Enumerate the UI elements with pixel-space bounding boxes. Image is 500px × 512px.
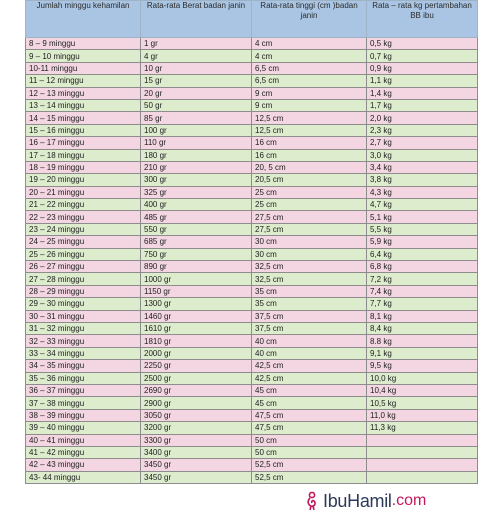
table-row (26, 384, 478, 396)
table-row (26, 347, 478, 359)
cell-weeks: 17 – 18 minggu (26, 149, 141, 161)
cell-gain: 9,5 kg (367, 360, 478, 372)
cell-weeks: 30 – 31 minggu (26, 310, 141, 322)
cell-gain: 8.8 kg (367, 335, 478, 347)
cell-height: 40 cm (252, 347, 367, 359)
cell-weeks: 22 – 23 minggu (26, 211, 141, 223)
table-row (26, 161, 478, 173)
table-row (26, 38, 478, 50)
cell-weight: 3050 gr (141, 409, 252, 421)
cell-weight: 400 gr (141, 199, 252, 211)
cell-weeks: 21 – 22 minggu (26, 199, 141, 211)
table-row (26, 75, 478, 87)
cell-weight: 1300 gr (141, 298, 252, 310)
table-row (26, 409, 478, 421)
cell-weight: 1150 gr (141, 285, 252, 297)
cell-weeks: 40 – 41 minggu (26, 434, 141, 446)
cell-weeks: 38 – 39 minggu (26, 409, 141, 421)
cell-gain: 0,7 kg (367, 50, 478, 62)
ibuhamil-logo (303, 490, 475, 512)
table-row (26, 422, 478, 434)
cell-height: 50 cm (252, 434, 367, 446)
cell-gain: 6,8 kg (367, 261, 478, 273)
cell-gain: 7,7 kg (367, 298, 478, 310)
cell-height: 25 cm (252, 186, 367, 198)
cell-weeks: 37 – 38 minggu (26, 397, 141, 409)
cell-weight: 20 gr (141, 87, 252, 99)
cell-gain: 4,3 kg (367, 186, 478, 198)
cell-height: 37,5 cm (252, 322, 367, 334)
cell-weeks: 27 – 28 minggu (26, 273, 141, 285)
cell-height: 45 cm (252, 384, 367, 396)
cell-height: 52,5 cm (252, 471, 367, 483)
cell-weeks: 25 – 26 minggu (26, 248, 141, 260)
cell-height: 30 cm (252, 236, 367, 248)
header-weeks: Jumlah minggu kehamilan (26, 1, 141, 38)
cell-weeks: 42 – 43 minggu (26, 459, 141, 471)
table-row (26, 285, 478, 297)
table-row (26, 372, 478, 384)
cell-gain: 3,0 kg (367, 149, 478, 161)
cell-gain: 4,7 kg (367, 199, 478, 211)
cell-weeks: 39 – 40 minggu (26, 422, 141, 434)
cell-weeks: 15 – 16 minggu (26, 124, 141, 136)
cell-weight: 550 gr (141, 223, 252, 235)
cell-gain: 8,1 kg (367, 310, 478, 322)
cell-weight: 1000 gr (141, 273, 252, 285)
table-row (26, 446, 478, 458)
cell-height: 16 cm (252, 149, 367, 161)
cell-height: 12,5 cm (252, 112, 367, 124)
cell-weeks: 34 – 35 minggu (26, 360, 141, 372)
cell-weight: 3450 gr (141, 471, 252, 483)
cell-weight: 325 gr (141, 186, 252, 198)
cell-gain: 5,5 kg (367, 223, 478, 235)
table-row (26, 87, 478, 99)
cell-weight: 750 gr (141, 248, 252, 260)
cell-gain: 9,1 kg (367, 347, 478, 359)
cell-weight: 50 gr (141, 99, 252, 111)
cell-gain: 8,4 kg (367, 322, 478, 334)
cell-gain: 3,8 kg (367, 174, 478, 186)
cell-height: 45 cm (252, 397, 367, 409)
cell-height: 42,5 cm (252, 360, 367, 372)
table-row (26, 223, 478, 235)
table-row (26, 137, 478, 149)
cell-weight: 2250 gr (141, 360, 252, 372)
table-row (26, 174, 478, 186)
cell-weeks: 35 – 36 minggu (26, 372, 141, 384)
cell-height: 32,5 cm (252, 273, 367, 285)
cell-height: 20,5 cm (252, 174, 367, 186)
cell-weight: 890 gr (141, 261, 252, 273)
table-row (26, 186, 478, 198)
cell-gain: 1,4 kg (367, 87, 478, 99)
cell-height: 20, 5 cm (252, 161, 367, 173)
cell-weeks: 8 – 9 minggu (26, 38, 141, 50)
table-row (26, 434, 478, 446)
table-body (26, 38, 478, 484)
cell-gain: 2,0 kg (367, 112, 478, 124)
cell-weight: 10 gr (141, 62, 252, 74)
header-height: Rata-rata tinggi (cm )badan janin (252, 1, 367, 38)
cell-gain (367, 459, 478, 471)
cell-weight: 2500 gr (141, 372, 252, 384)
table-row (26, 211, 478, 223)
cell-height: 30 cm (252, 248, 367, 260)
cell-height: 37,5 cm (252, 310, 367, 322)
cell-weight: 1610 gr (141, 322, 252, 334)
cell-weight: 85 gr (141, 112, 252, 124)
cell-weight: 15 gr (141, 75, 252, 87)
cell-height: 9 cm (252, 87, 367, 99)
table-row (26, 124, 478, 136)
cell-weeks: 12 – 13 minggu (26, 87, 141, 99)
cell-weeks: 33 – 34 minggu (26, 347, 141, 359)
cell-gain: 10,5 kg (367, 397, 478, 409)
table-row (26, 335, 478, 347)
table-row (26, 459, 478, 471)
cell-weeks: 9 – 10 minggu (26, 50, 141, 62)
cell-weeks: 28 – 29 minggu (26, 285, 141, 297)
cell-gain: 11,3 kg (367, 422, 478, 434)
cell-gain: 7,4 kg (367, 285, 478, 297)
logo-suffix: .com (391, 492, 427, 509)
cell-weeks: 10-11 minggu (26, 62, 141, 74)
cell-height: 35 cm (252, 285, 367, 297)
cell-height: 50 cm (252, 446, 367, 458)
cell-weeks: 36 – 37 minggu (26, 384, 141, 396)
pregnancy-logo-icon (303, 491, 321, 511)
cell-weight: 1 gr (141, 38, 252, 50)
cell-height: 9 cm (252, 99, 367, 111)
cell-weight: 3300 gr (141, 434, 252, 446)
cell-weight: 180 gr (141, 149, 252, 161)
pregnancy-growth-table (25, 0, 478, 484)
cell-gain: 5,9 kg (367, 236, 478, 248)
cell-weight: 4 gr (141, 50, 252, 62)
cell-height: 47,5 cm (252, 409, 367, 421)
table-row (26, 397, 478, 409)
table-row (26, 310, 478, 322)
table-row (26, 112, 478, 124)
cell-weeks: 14 – 15 minggu (26, 112, 141, 124)
cell-height: 12,5 cm (252, 124, 367, 136)
cell-weight: 110 gr (141, 137, 252, 149)
header-gain: Rata – rata kg pertambahan BB ibu (367, 1, 478, 38)
cell-height: 4 cm (252, 38, 367, 50)
cell-weeks: 24 – 25 minggu (26, 236, 141, 248)
cell-height: 32,5 cm (252, 261, 367, 273)
table-row (26, 62, 478, 74)
cell-weight: 1460 gr (141, 310, 252, 322)
table-row (26, 236, 478, 248)
cell-weight: 3450 gr (141, 459, 252, 471)
table-row (26, 360, 478, 372)
cell-weight: 300 gr (141, 174, 252, 186)
table-row (26, 248, 478, 260)
cell-gain (367, 446, 478, 458)
cell-weeks: 18 – 19 minggu (26, 161, 141, 173)
cell-weeks: 13 – 14 minggu (26, 99, 141, 111)
cell-height: 42,5 cm (252, 372, 367, 384)
cell-weight: 2000 gr (141, 347, 252, 359)
cell-weeks: 32 – 33 minggu (26, 335, 141, 347)
cell-gain: 1,1 kg (367, 75, 478, 87)
cell-gain: 2,7 kg (367, 137, 478, 149)
cell-gain: 6,4 kg (367, 248, 478, 260)
cell-gain: 2,3 kg (367, 124, 478, 136)
cell-weeks: 23 – 24 minggu (26, 223, 141, 235)
cell-weight: 2900 gr (141, 397, 252, 409)
cell-weight: 3400 gr (141, 446, 252, 458)
cell-weeks: 26 – 27 minggu (26, 261, 141, 273)
cell-weeks: 19 – 20 minggu (26, 174, 141, 186)
logo-brand: IbuHamil (323, 490, 392, 511)
cell-height: 16 cm (252, 137, 367, 149)
cell-height: 52,5 cm (252, 459, 367, 471)
cell-gain: 5,1 kg (367, 211, 478, 223)
cell-gain: 0,9 kg (367, 62, 478, 74)
header-weight: Rata-rata Berat badan janin (141, 1, 252, 38)
cell-gain: 1,7 kg (367, 99, 478, 111)
cell-gain: 3,4 kg (367, 161, 478, 173)
table-row (26, 471, 478, 483)
cell-height: 6,5 cm (252, 75, 367, 87)
table-row (26, 261, 478, 273)
cell-gain: 11,0 kg (367, 409, 478, 421)
table-row (26, 298, 478, 310)
cell-weight: 2690 gr (141, 384, 252, 396)
cell-weight: 485 gr (141, 211, 252, 223)
table-row (26, 50, 478, 62)
table-header-row (26, 1, 478, 38)
cell-weeks: 41 – 42 minggu (26, 446, 141, 458)
table-row (26, 322, 478, 334)
table-row (26, 199, 478, 211)
cell-weeks: 29 – 30 minggu (26, 298, 141, 310)
cell-height: 40 cm (252, 335, 367, 347)
cell-height: 47,5 cm (252, 422, 367, 434)
cell-height: 25 cm (252, 199, 367, 211)
cell-weeks: 16 – 17 minggu (26, 137, 141, 149)
cell-weeks: 43- 44 minggu (26, 471, 141, 483)
cell-gain: 10,4 kg (367, 384, 478, 396)
cell-weeks: 31 – 32 minggu (26, 322, 141, 334)
cell-gain: 0,5 kg (367, 38, 478, 50)
cell-height: 6,5 cm (252, 62, 367, 74)
cell-gain (367, 471, 478, 483)
table-row (26, 273, 478, 285)
cell-weight: 1810 gr (141, 335, 252, 347)
cell-weight: 100 gr (141, 124, 252, 136)
cell-height: 35 cm (252, 298, 367, 310)
cell-weight: 685 gr (141, 236, 252, 248)
cell-weeks: 11 – 12 minggu (26, 75, 141, 87)
cell-height: 27,5 cm (252, 211, 367, 223)
cell-gain (367, 434, 478, 446)
table-row (26, 99, 478, 111)
cell-weeks: 20 – 21 minggu (26, 186, 141, 198)
cell-height: 4 cm (252, 50, 367, 62)
cell-height: 27,5 cm (252, 223, 367, 235)
cell-gain: 7,2 kg (367, 273, 478, 285)
cell-weight: 3200 gr (141, 422, 252, 434)
table-row (26, 149, 478, 161)
cell-weight: 210 gr (141, 161, 252, 173)
cell-gain: 10,0 kg (367, 372, 478, 384)
